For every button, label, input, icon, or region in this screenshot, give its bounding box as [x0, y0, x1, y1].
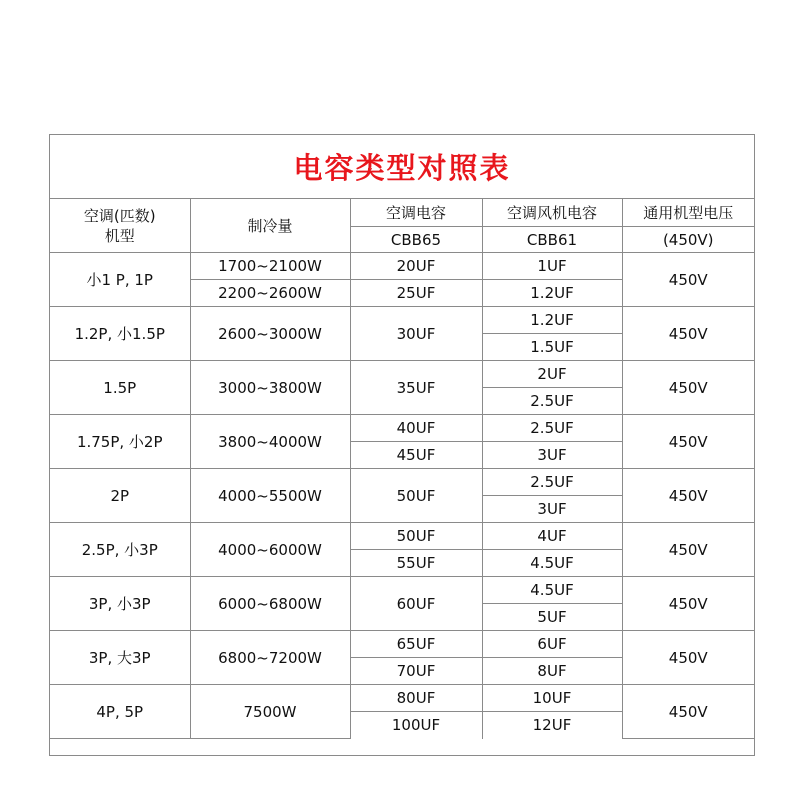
fan-capacitor-cell: 2.5UF: [482, 415, 622, 442]
header-fan-capacitor: 空调风机电容: [482, 199, 622, 227]
fan-capacitor-cell: 2UF: [482, 361, 622, 388]
header-voltage: 通用机型电压: [622, 199, 754, 227]
fan-capacitor-cell: 1.5UF: [482, 334, 622, 361]
cooling-cell: 7500W: [190, 685, 350, 739]
table-row: [50, 307, 754, 334]
model-cell: 小1 P, 1P: [50, 253, 190, 307]
fan-capacitor-cell: 3UF: [482, 442, 622, 469]
fan-capacitor-cell: 3UF: [482, 496, 622, 523]
model-cell: 1.2P, 小1.5P: [50, 307, 190, 361]
header-model-line1: 空调(匹数): [83, 206, 156, 225]
ac-capacitor-cell: 80UF: [350, 685, 482, 712]
header-model: [50, 199, 190, 253]
fan-capacitor-cell: 1.2UF: [482, 307, 622, 334]
fan-capacitor-cell: 4.5UF: [482, 550, 622, 577]
ac-capacitor-cell: 25UF: [350, 280, 482, 307]
ac-capacitor-cell: 70UF: [350, 658, 482, 685]
header-cooling: 制冷量: [190, 199, 350, 253]
cooling-cell: 6800~7200W: [190, 631, 350, 685]
table-row: [50, 253, 754, 280]
cooling-cell: 1700~2100W: [190, 253, 350, 280]
model-cell: 4P, 5P: [50, 685, 190, 739]
cooling-cell: 2600~3000W: [190, 307, 350, 361]
header-ac-capacitor: 空调电容: [350, 199, 482, 227]
fan-capacitor-cell: 4UF: [482, 523, 622, 550]
model-cell: 1.5P: [50, 361, 190, 415]
ac-capacitor-cell: 55UF: [350, 550, 482, 577]
voltage-cell: 450V: [622, 415, 754, 469]
table-row: [50, 577, 754, 604]
fan-capacitor-cell: 2.5UF: [482, 388, 622, 415]
ac-capacitor-cell: 50UF: [350, 469, 482, 523]
model-cell: 3P, 小3P: [50, 577, 190, 631]
ac-capacitor-cell: 100UF: [350, 712, 482, 739]
fan-capacitor-cell: 1UF: [482, 253, 622, 280]
table-row: [50, 469, 754, 496]
ac-capacitor-cell: 20UF: [350, 253, 482, 280]
title-area: [50, 135, 754, 199]
model-cell: 2P: [50, 469, 190, 523]
fan-capacitor-cell: 8UF: [482, 658, 622, 685]
fan-capacitor-cell: 5UF: [482, 604, 622, 631]
model-cell: 2.5P, 小3P: [50, 523, 190, 577]
capacitor-table: [50, 198, 754, 739]
cooling-cell: 3000~3800W: [190, 361, 350, 415]
fan-capacitor-cell: 12UF: [482, 712, 622, 739]
comparison-table-frame: [49, 134, 755, 756]
table-row: [50, 631, 754, 658]
cooling-cell: 4000~6000W: [190, 523, 350, 577]
fan-capacitor-cell: 1.2UF: [482, 280, 622, 307]
table-title: 电容类型对照表: [293, 151, 511, 185]
voltage-cell: 450V: [622, 685, 754, 739]
header-model-line2: 机型: [104, 226, 135, 245]
header-fan-capacitor-type: CBB61: [482, 227, 622, 253]
voltage-cell: 450V: [622, 361, 754, 415]
cooling-cell: 3800~4000W: [190, 415, 350, 469]
cooling-cell: 2200~2600W: [190, 280, 350, 307]
voltage-cell: 450V: [622, 523, 754, 577]
header-voltage-sub: (450V): [622, 227, 754, 253]
cooling-cell: 4000~5500W: [190, 469, 350, 523]
model-cell: 1.75P, 小2P: [50, 415, 190, 469]
cooling-cell: 6000~6800W: [190, 577, 350, 631]
voltage-cell: 450V: [622, 253, 754, 307]
table-row: [50, 685, 754, 712]
voltage-cell: 450V: [622, 631, 754, 685]
ac-capacitor-cell: 40UF: [350, 415, 482, 442]
ac-capacitor-cell: 35UF: [350, 361, 482, 415]
ac-capacitor-cell: 45UF: [350, 442, 482, 469]
ac-capacitor-cell: 30UF: [350, 307, 482, 361]
fan-capacitor-cell: 4.5UF: [482, 577, 622, 604]
fan-capacitor-cell: 10UF: [482, 685, 622, 712]
fan-capacitor-cell: 2.5UF: [482, 469, 622, 496]
header-row: [50, 199, 754, 227]
ac-capacitor-cell: 60UF: [350, 577, 482, 631]
table-row: [50, 415, 754, 442]
voltage-cell: 450V: [622, 307, 754, 361]
voltage-cell: 450V: [622, 469, 754, 523]
voltage-cell: 450V: [622, 577, 754, 631]
header-ac-capacitor-type: CBB65: [350, 227, 482, 253]
table-row: [50, 361, 754, 388]
ac-capacitor-cell: 65UF: [350, 631, 482, 658]
table-row: [50, 523, 754, 550]
model-cell: 3P, 大3P: [50, 631, 190, 685]
ac-capacitor-cell: 50UF: [350, 523, 482, 550]
fan-capacitor-cell: 6UF: [482, 631, 622, 658]
